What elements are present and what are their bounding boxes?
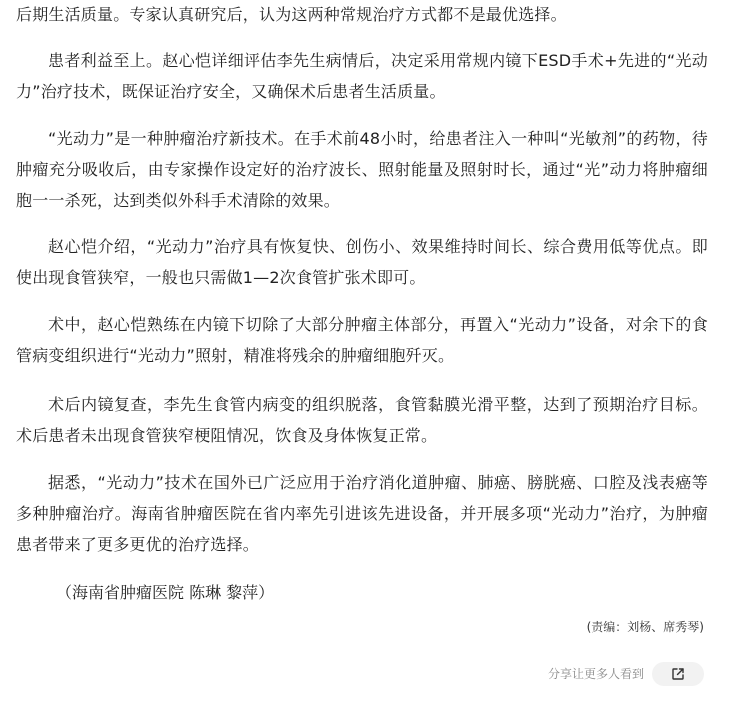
paragraph-text: 术后内镜复查，李先生食管内病变的组织脱落，食管黏膜光滑平整，达到了预期治疗目标。术后患者未出现食管狭窄梗阻情况，饮食及身体恢复正常。 xyxy=(16,395,708,445)
share-bar xyxy=(548,662,704,686)
editor-credit: (责编：刘杨、席秀琴) xyxy=(586,620,704,634)
article-paragraph-6 xyxy=(16,467,708,560)
article-paragraph-intro-tail: 后期生活质量。专家认真研究后，认为这两种常规治疗方式都不是最优选择。 xyxy=(16,5,567,24)
share-button[interactable] xyxy=(652,662,704,686)
paragraph-text: 赵心恺介绍，“光动力”治疗具有恢复快、创伤小、效果维持时间长、综合费用低等优点。即使出现食管狭窄，一般也只需做1—2次食管扩张术即可。 xyxy=(16,237,708,287)
paragraph-text: 据悉，“光动力”技术在国外已广泛应用于治疗消化道肿瘤、肺癌、膀胱癌、口腔及浅表癌等多种肿瘤治疗。海南省肿瘤医院在省内率先引进该先进设备，并开展多项“光动力”治疗，为肿瘤患者带来了更多更优的治疗选择。 xyxy=(16,473,708,554)
article-paragraph-3 xyxy=(16,231,708,293)
article-byline: （海南省肿瘤医院 陈琳 黎萍） xyxy=(56,583,275,602)
paragraph-text: 术中，赵心恺熟练在内镜下切除了大部分肿瘤主体部分，再置入“光动力”设备，对余下的食管病变组织进行“光动力”照射，精准将残余的肿瘤细胞歼灭。 xyxy=(16,315,708,365)
article-paragraph-1 xyxy=(16,45,708,107)
paragraph-text: 患者利益至上。赵心恺详细评估李先生病情后，决定采用常规内镜下ESD手术+先进的“光动力”治疗技术，既保证治疗安全，又确保术后患者生活质量。 xyxy=(16,51,708,101)
share-external-icon xyxy=(671,667,685,681)
article-paragraph-5 xyxy=(16,389,708,451)
paragraph-text: “光动力”是一种肿瘤治疗新技术。在手术前48小时，给患者注入一种叫“光敏剂”的药物，待肿瘤充分吸收后，由专家操作设定好的治疗波长、照射能量及照射时长，通过“光”动力将肿瘤细胞一一杀死，达到类似外科手术清除的效果。 xyxy=(16,129,708,210)
article-paragraph-2 xyxy=(16,123,708,216)
article-paragraph-4 xyxy=(16,309,708,371)
share-label: 分享让更多人看到 xyxy=(547,667,644,681)
